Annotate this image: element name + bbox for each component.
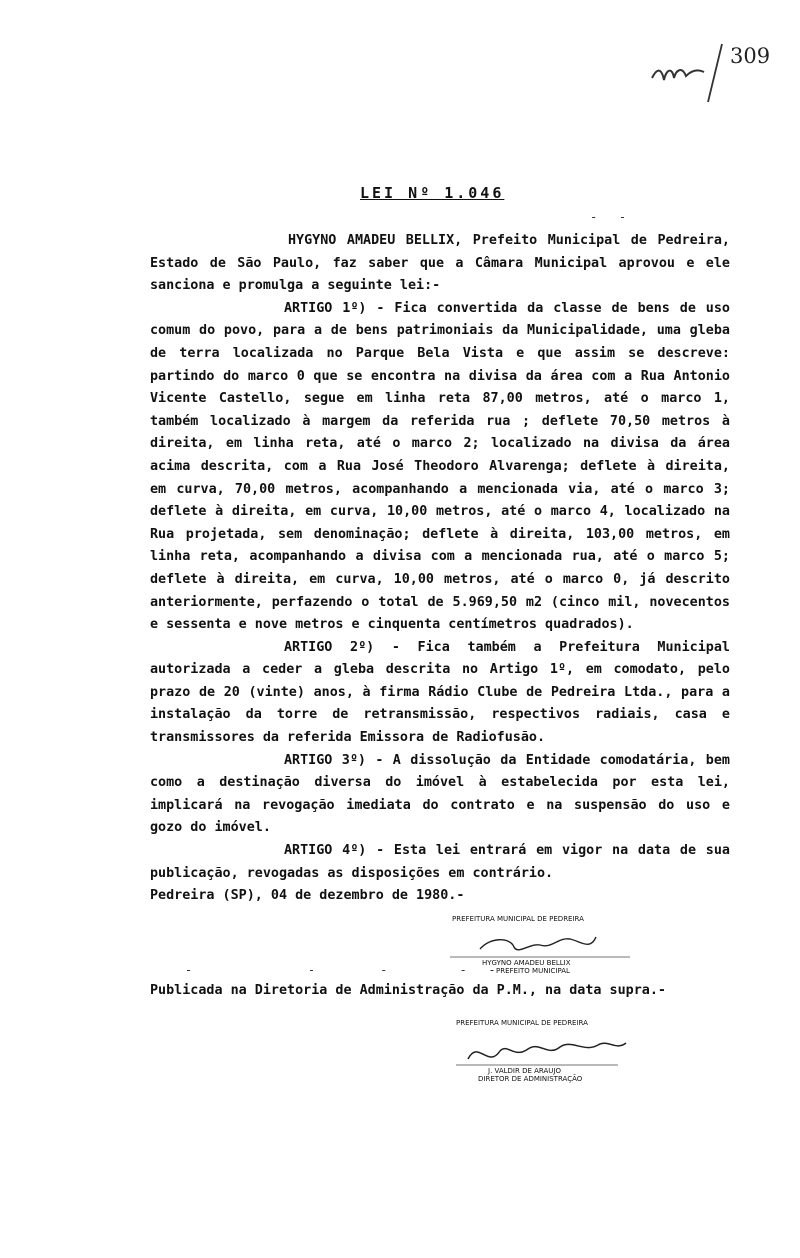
page-title: LEI Nº 1.046 — [360, 184, 505, 202]
signatory-name: HYGYNO AMADEU BELLIX — [482, 959, 571, 967]
decorative-dashes: - - - - - — [185, 963, 496, 977]
director-signature — [448, 1015, 648, 1095]
folio-mark — [648, 40, 798, 110]
preamble: HYGYNO AMADEU BELLIX, Prefeito Municipal de Pedreira, Estado de São Paulo, faz saber que a Câmara Municipal aprovou e ele sanciona e promulga a seguinte lei:- — [150, 233, 730, 294]
article-1: ARTIGO 1º) - Fica convertida da classe de bens de uso comum do povo, para a de bens patrimoniais da Municipalidade, uma gleba de terra localizada no Parque Bela Vista e que assim se descreve: partindo do marco 0 que se encontra na divisa da área com a Rua Antonio Vicente Castello, segue em linha reta 87,00 metros, até o marco 1, também localizado à margem da referida rua ; deflete 70,50 metros à direita, em linha reta, até o marco 2; localizado na divisa da área acima descrita, com a Rua José Theodoro Alvarenga; deflete à direita, em curva, 70,00 metros, acompanhando a mencionada via, até o marco 3; deflete à direita, em curva, 10,00 metros, até o marco 4, localizado na Rua projetada, sem denominação; deflete à direita, 103,00 metros, em linha reta, acompanhando a divisa com a mencionada rua, até o marco 5; deflete à direita, em curva, 10,00 metros, até o marco 0, já descrito anteriormente, perfazendo o total de 5.969,50 m2 (cinco mil, novecentos e sessenta e nove metros e cinquenta centímetros quadrados). — [150, 300, 730, 633]
date-line: Pedreira (SP), 04 de dezembro de 1980.- — [150, 888, 465, 904]
publication-note: Publicada na Diretoria de Administração da P.M., na data supra.- — [150, 983, 666, 998]
article-3: ARTIGO 3º) - A dissolução da Entidade comodatária, bem como a destinação diversa do imóvel à estabelecida por esta lei, implicará na revogação imediata do contrato e na suspensão do uso e gozo do imóvel. — [150, 752, 730, 836]
signatory-name: J. VALDIR DE ARAUJO — [488, 1067, 561, 1075]
signatory-role: DIRETOR DE ADMINISTRAÇÃO — [478, 1075, 583, 1083]
article-4: ARTIGO 4º) - Esta lei entrará em vigor na data de sua publicação, revogadas as disposições em contrário. — [150, 843, 730, 881]
stamp-top-text: PREFEITURA MUNICIPAL DE PEDREIRA — [452, 915, 584, 923]
folio-number: 309 — [730, 44, 771, 68]
folio-initial-scribble — [648, 40, 798, 110]
document-body — [150, 230, 730, 908]
article-2: ARTIGO 2º) - Fica também a Prefeitura Municipal autorizada a ceder a gleba descrita no Artigo 1º, em comodato, pelo prazo de 20 (vinte) anos, à firma Rádio Clube de Pedreira Ltda., para a instalação da torre de retransmissão, respectivos radiais, casa e transmissores da referida Emissora de Radiofusão. — [150, 639, 730, 746]
signatory-role: PREFEITO MUNICIPAL — [496, 967, 570, 975]
decorative-dashes: - - — [590, 210, 627, 224]
stamp-top-text: PREFEITURA MUNICIPAL DE PEDREIRA — [456, 1019, 588, 1027]
